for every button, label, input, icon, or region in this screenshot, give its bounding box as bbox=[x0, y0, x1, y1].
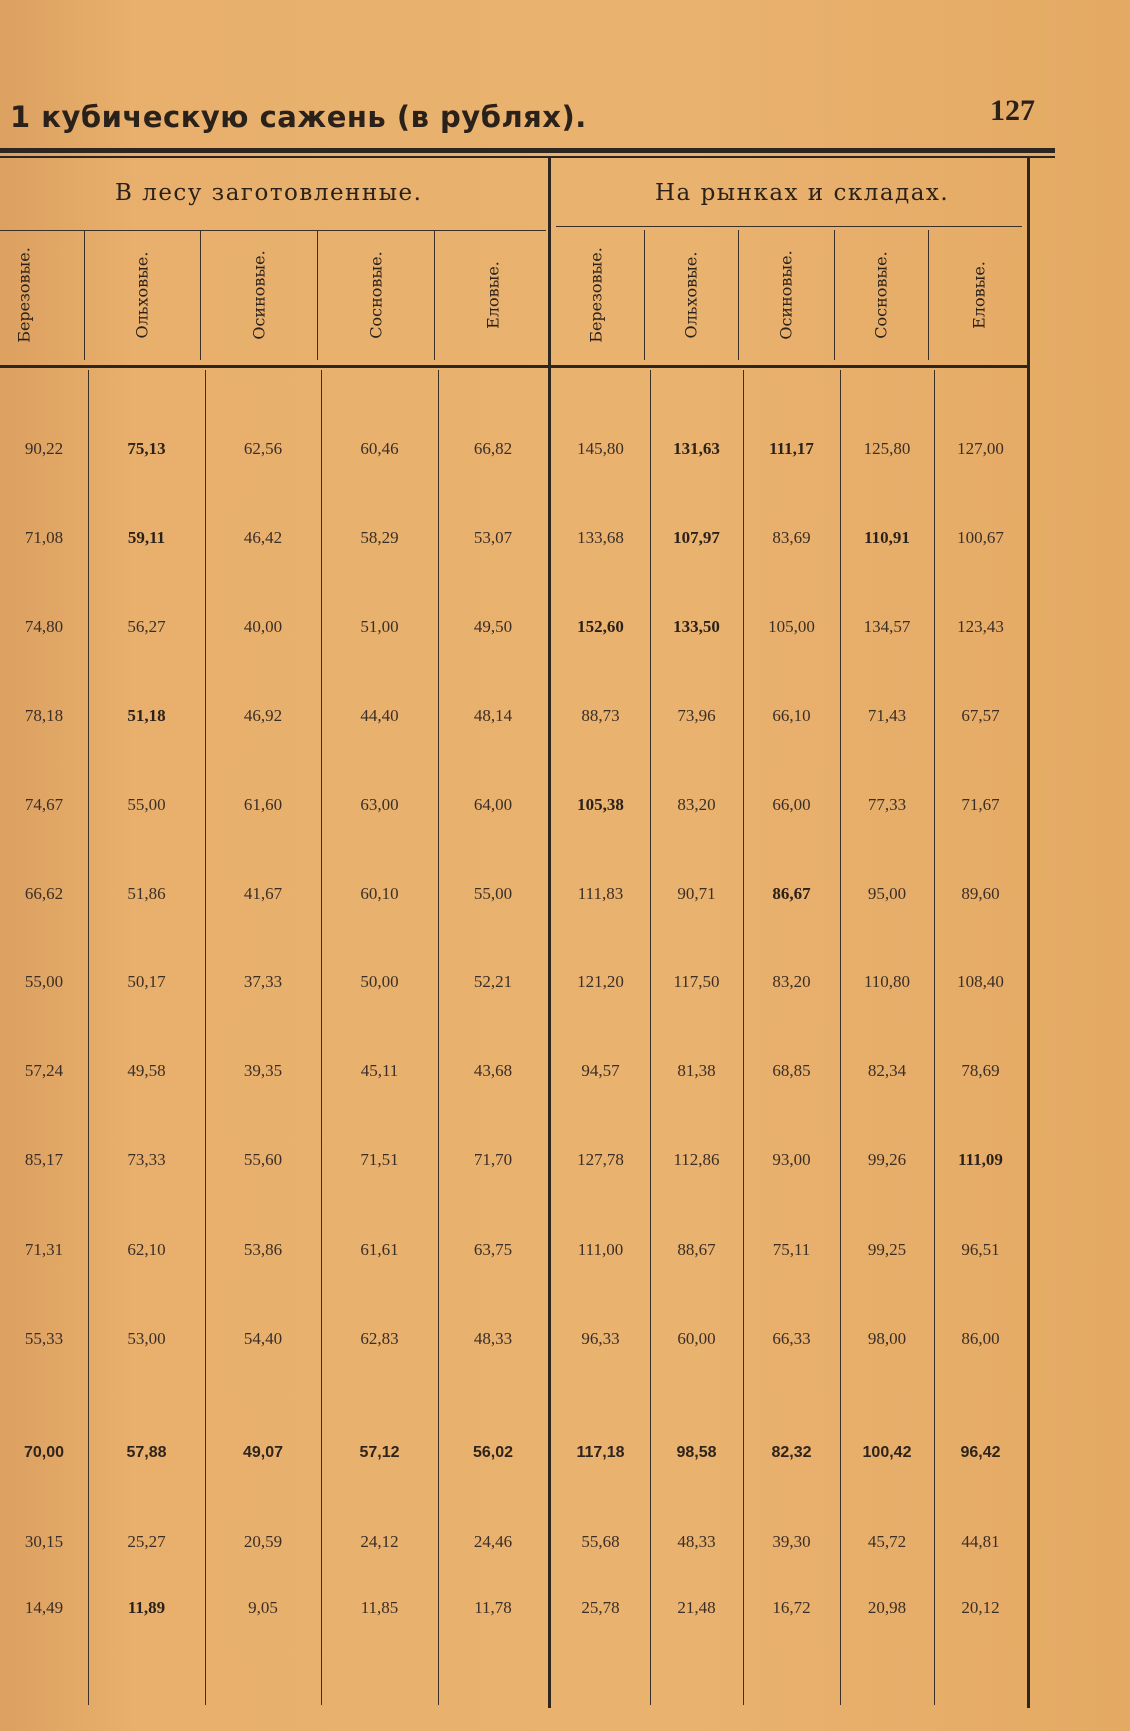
table-cell: 66,00 bbox=[772, 795, 811, 814]
table-cell: 66,33 bbox=[772, 1329, 811, 1348]
top-rule-thin bbox=[0, 156, 1055, 158]
table-cell: 112,86 bbox=[673, 1150, 720, 1169]
table-cell: 86,00 bbox=[961, 1329, 1000, 1348]
table-row bbox=[0, 701, 1030, 731]
table-cell: 82,34 bbox=[867, 1061, 907, 1080]
table-cell: 63,00 bbox=[360, 795, 399, 814]
table-cell: 55,68 bbox=[581, 1532, 620, 1551]
top-rule bbox=[0, 148, 1055, 153]
table-cell: 61,61 bbox=[360, 1240, 399, 1259]
header-rule bbox=[0, 365, 1030, 368]
table-cell: 60,46 bbox=[360, 439, 399, 458]
table-cell: 14,49 bbox=[24, 1598, 64, 1617]
column-header: Березовые. bbox=[586, 247, 606, 343]
table-row bbox=[0, 1527, 1030, 1557]
col-divider bbox=[743, 370, 744, 1705]
table-cell: 55,00 bbox=[24, 972, 64, 991]
table-cell: 83,20 bbox=[772, 972, 811, 991]
table-row bbox=[0, 612, 1030, 642]
table-cell: 111,17 bbox=[769, 439, 814, 458]
table-cell: 152,60 bbox=[577, 617, 624, 636]
table-cell: 51,86 bbox=[127, 884, 166, 903]
table-cell: 98,58 bbox=[676, 1444, 717, 1461]
table-cell: 53,86 bbox=[243, 1240, 283, 1259]
table-row bbox=[0, 1324, 1030, 1354]
table-cell: 67,57 bbox=[961, 706, 1000, 725]
column-header: Березовые. bbox=[14, 247, 34, 343]
table-cell: 111,00 bbox=[577, 1240, 624, 1259]
table-row bbox=[0, 967, 1030, 997]
table-cell: 11,78 bbox=[474, 1598, 512, 1617]
table-cell: 125,80 bbox=[863, 439, 911, 458]
table-cell: 37,33 bbox=[243, 972, 283, 991]
table-cell: 96,51 bbox=[961, 1240, 1000, 1259]
table-cell: 64,00 bbox=[473, 795, 513, 814]
table-cell: 54,40 bbox=[243, 1329, 283, 1348]
col-divider bbox=[84, 230, 85, 360]
table-cell: 48,14 bbox=[473, 706, 513, 725]
table-cell: 98,00 bbox=[867, 1329, 907, 1348]
table-cell: 75,13 bbox=[127, 439, 166, 458]
table-cell: 108,40 bbox=[957, 972, 1004, 991]
table-cell: 78,18 bbox=[24, 706, 64, 725]
table-cell: 90,22 bbox=[24, 439, 64, 458]
table-cell: 74,80 bbox=[24, 617, 64, 636]
table-cell: 45,72 bbox=[867, 1532, 907, 1551]
table-cell: 93,00 bbox=[772, 1150, 811, 1169]
table-cell: 55,60 bbox=[243, 1150, 283, 1169]
table-cell: 99,26 bbox=[867, 1150, 907, 1169]
table-cell: 49,50 bbox=[473, 617, 513, 636]
table-cell: 66,82 bbox=[473, 439, 513, 458]
column-header: Осиновые. bbox=[776, 250, 796, 340]
col-divider bbox=[840, 370, 841, 1705]
col-divider bbox=[88, 370, 89, 1705]
table-cell: 53,00 bbox=[127, 1329, 166, 1348]
table-cell: 133,50 bbox=[673, 617, 720, 636]
table-cell: 71,70 bbox=[473, 1150, 513, 1169]
table-cell: 43,68 bbox=[473, 1061, 513, 1080]
table-cell: 56,02 bbox=[472, 1444, 514, 1461]
table-cell: 96,42 bbox=[960, 1444, 1001, 1461]
table-cell: 117,50 bbox=[673, 972, 720, 991]
page-number: 127 bbox=[990, 94, 1035, 127]
table-cell: 66,62 bbox=[24, 884, 64, 903]
col-divider bbox=[205, 370, 206, 1705]
table-cell: 49,07 bbox=[242, 1444, 284, 1461]
table-cell: 58,29 bbox=[360, 528, 399, 547]
table-cell: 96,33 bbox=[581, 1329, 620, 1348]
table-cell: 57,24 bbox=[24, 1061, 64, 1080]
table-cell: 51,18 bbox=[127, 706, 166, 725]
table-cell: 46,92 bbox=[243, 706, 283, 725]
column-header: Еловые. bbox=[483, 261, 503, 329]
column-header: Осиновые. bbox=[249, 250, 269, 340]
table-cell: 55,00 bbox=[127, 795, 166, 814]
table-cell: 66,10 bbox=[772, 706, 811, 725]
table-cell: 78,69 bbox=[961, 1061, 1000, 1080]
table-cell: 50,00 bbox=[360, 972, 399, 991]
table-cell: 16,72 bbox=[772, 1598, 811, 1617]
table-cell: 99,25 bbox=[867, 1240, 907, 1259]
group-heading-forest: В лесу заготовленные. bbox=[115, 180, 423, 206]
table-cell: 100,67 bbox=[957, 528, 1004, 547]
table-cell: 71,31 bbox=[24, 1240, 64, 1259]
table-cell: 75,11 bbox=[772, 1240, 811, 1259]
table-cell: 20,59 bbox=[243, 1532, 283, 1551]
table-cell: 39,30 bbox=[772, 1532, 811, 1551]
table-cell: 74,67 bbox=[24, 795, 64, 814]
column-header: Еловые. bbox=[969, 261, 989, 329]
table-cell: 24,12 bbox=[360, 1532, 399, 1551]
table-cell: 44,40 bbox=[360, 706, 399, 725]
col-divider bbox=[434, 230, 435, 360]
table-cell: 57,12 bbox=[359, 1444, 400, 1461]
table-cell: 62,56 bbox=[243, 439, 283, 458]
col-divider bbox=[317, 230, 318, 360]
table-cell: 83,20 bbox=[677, 795, 716, 814]
table-cell: 48,33 bbox=[473, 1329, 513, 1348]
right-border bbox=[1027, 158, 1030, 1708]
table-row bbox=[0, 523, 1030, 553]
table-cell: 73,33 bbox=[127, 1150, 166, 1169]
table-cell: 62,10 bbox=[127, 1240, 166, 1259]
table-cell: 95,00 bbox=[867, 884, 907, 903]
table-cell: 117,18 bbox=[576, 1444, 625, 1461]
table-cell: 59,11 bbox=[127, 528, 166, 547]
table-cell: 53,07 bbox=[473, 528, 513, 547]
table-cell: 70,00 bbox=[23, 1444, 65, 1461]
table-cell: 88,73 bbox=[581, 706, 620, 725]
table-cell: 121,20 bbox=[577, 972, 624, 991]
table-cell: 90,71 bbox=[677, 884, 716, 903]
table-cell: 49,58 bbox=[127, 1061, 166, 1080]
column-header: Ольховые. bbox=[132, 251, 152, 339]
col-divider bbox=[644, 230, 645, 360]
table-cell: 123,43 bbox=[957, 617, 1004, 636]
table-cell: 57,88 bbox=[126, 1444, 167, 1461]
page-title: 1 кубическую сажень (в рублях). bbox=[10, 100, 587, 134]
table-cell: 40,00 bbox=[243, 617, 283, 636]
table-cell: 82,32 bbox=[771, 1444, 812, 1461]
table-cell: 20,12 bbox=[961, 1598, 1000, 1617]
table-cell: 110,91 bbox=[864, 528, 910, 547]
table-cell: 51,00 bbox=[360, 617, 399, 636]
group-heading-markets: На рынках и складах. bbox=[655, 180, 950, 206]
table-cell: 44,81 bbox=[961, 1532, 1000, 1551]
table-cell: 105,38 bbox=[577, 795, 624, 814]
table-cell: 89,60 bbox=[961, 884, 1000, 903]
table-cell: 110,80 bbox=[863, 972, 911, 991]
col-divider bbox=[934, 370, 935, 1705]
table-row bbox=[0, 879, 1030, 909]
table-cell: 9,05 bbox=[248, 1598, 278, 1617]
table-cell: 94,57 bbox=[581, 1061, 620, 1080]
table-cell: 55,00 bbox=[473, 884, 513, 903]
table-cell: 62,83 bbox=[360, 1329, 399, 1348]
table-cell: 61,60 bbox=[243, 795, 283, 814]
table-cell: 63,75 bbox=[473, 1240, 513, 1259]
table-cell: 50,17 bbox=[127, 972, 166, 991]
table-cell: 71,43 bbox=[867, 706, 907, 725]
table-cell: 88,67 bbox=[677, 1240, 716, 1259]
table-cell: 39,35 bbox=[243, 1061, 283, 1080]
table-cell: 55,33 bbox=[24, 1329, 64, 1348]
column-header: Сосновые. bbox=[871, 251, 891, 339]
table-cell: 52,21 bbox=[473, 972, 513, 991]
table-cell: 111,09 bbox=[958, 1150, 1003, 1169]
table-cell: 24,46 bbox=[473, 1532, 513, 1551]
table-cell: 25,78 bbox=[581, 1598, 620, 1617]
table-cell: 21,48 bbox=[677, 1598, 716, 1617]
table-cell: 133,68 bbox=[577, 528, 624, 547]
table-cell: 105,00 bbox=[768, 617, 815, 636]
col-divider bbox=[738, 230, 739, 360]
table-cell: 68,85 bbox=[772, 1061, 811, 1080]
column-header: Сосновые. bbox=[366, 251, 386, 339]
table-row bbox=[0, 434, 1030, 464]
table-cell: 85,17 bbox=[24, 1150, 64, 1169]
col-divider bbox=[438, 370, 439, 1705]
table-cell: 48,33 bbox=[677, 1532, 716, 1551]
table-cell: 83,69 bbox=[772, 528, 811, 547]
table-cell: 71,08 bbox=[24, 528, 64, 547]
table-cell: 30,15 bbox=[24, 1532, 64, 1551]
table-cell: 45,11 bbox=[360, 1061, 399, 1080]
table-row bbox=[0, 1056, 1030, 1086]
table-row bbox=[0, 1593, 1030, 1623]
table-cell: 86,67 bbox=[772, 884, 811, 903]
table-row bbox=[0, 790, 1030, 820]
table-cell: 41,67 bbox=[243, 884, 283, 903]
group-rule-right bbox=[556, 226, 1022, 227]
table-cell: 77,33 bbox=[867, 795, 907, 814]
col-divider bbox=[321, 370, 322, 1705]
table-cell: 127,78 bbox=[577, 1150, 624, 1169]
table-cell: 81,38 bbox=[677, 1061, 716, 1080]
table-cell: 100,42 bbox=[862, 1444, 912, 1461]
table-row bbox=[0, 1438, 1030, 1468]
table-cell: 107,97 bbox=[673, 528, 720, 547]
table-cell: 134,57 bbox=[863, 617, 911, 636]
table-cell: 145,80 bbox=[577, 439, 624, 458]
table-cell: 73,96 bbox=[677, 706, 716, 725]
table-cell: 11,85 bbox=[360, 1598, 399, 1617]
group-divider bbox=[548, 158, 551, 1708]
table-row bbox=[0, 1145, 1030, 1175]
table-cell: 46,42 bbox=[243, 528, 283, 547]
col-divider bbox=[834, 230, 835, 360]
table-cell: 111,83 bbox=[577, 884, 624, 903]
table-cell: 60,00 bbox=[677, 1329, 716, 1348]
table-cell: 20,98 bbox=[867, 1598, 907, 1617]
table-cell: 71,51 bbox=[360, 1150, 399, 1169]
table-cell: 25,27 bbox=[127, 1532, 166, 1551]
col-divider bbox=[200, 230, 201, 360]
table-cell: 56,27 bbox=[127, 617, 166, 636]
table-cell: 127,00 bbox=[957, 439, 1004, 458]
table-cell: 71,67 bbox=[961, 795, 1000, 814]
table-cell: 60,10 bbox=[360, 884, 399, 903]
table-cell: 131,63 bbox=[673, 439, 720, 458]
col-divider bbox=[928, 230, 929, 360]
table-cell: 11,89 bbox=[127, 1598, 166, 1617]
table-row bbox=[0, 1235, 1030, 1265]
col-divider bbox=[650, 370, 651, 1705]
column-header: Ольховые. bbox=[681, 251, 701, 339]
